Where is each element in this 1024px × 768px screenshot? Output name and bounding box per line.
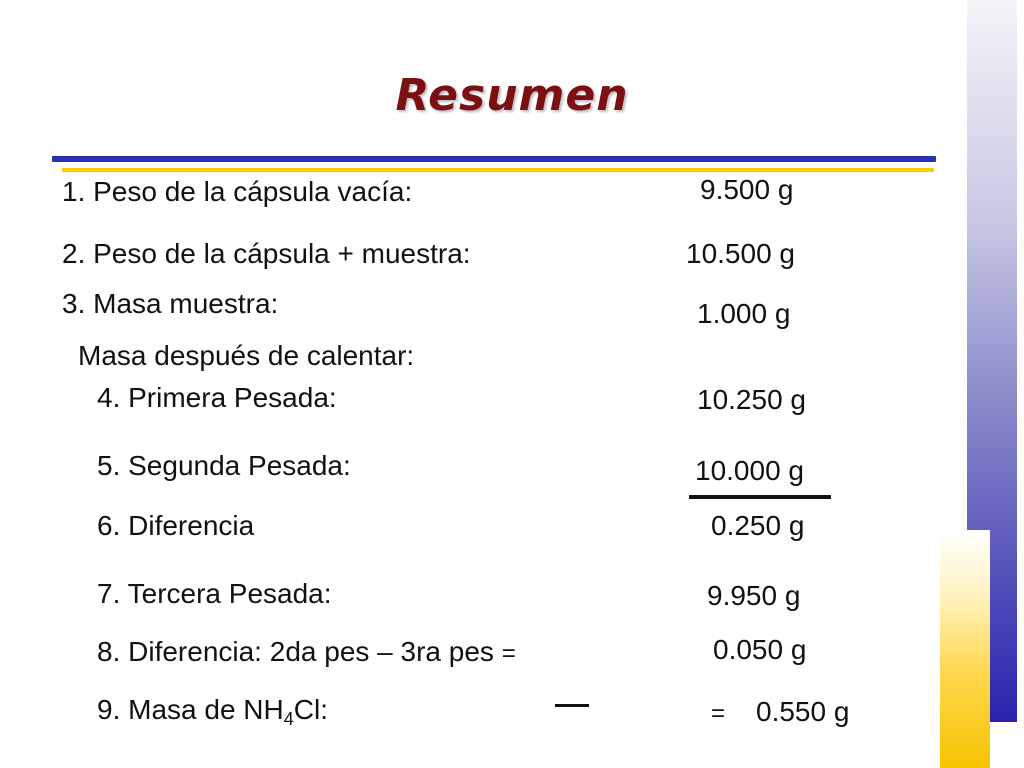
value-capsula-vacia: 9.500 g <box>700 174 794 205</box>
value-tercera-pesada: 9.950 g <box>707 580 801 611</box>
value-masa-nh4cl: 0.550 g <box>756 696 850 727</box>
value-segunda-pesada: 10.000 g <box>695 455 804 486</box>
label-capsula-vacia: 1. Peso de la cápsula vacía: <box>62 176 413 207</box>
title-rule-gold <box>62 168 934 172</box>
value-diferencia-pesadas: 0.050 g <box>713 634 807 665</box>
label-tercera-pesada: 7. Tercera Pesada: <box>97 578 332 609</box>
label-diferencia-pesadas <box>97 636 516 668</box>
value-capsula-muestra: 10.500 g <box>686 238 795 269</box>
title-rule-blue <box>52 156 936 162</box>
equals-sign-8: = <box>501 640 516 667</box>
label-diferencia-pesadas-text: 8. Diferencia: 2da pes – 3ra pes <box>97 636 494 667</box>
label-primera-pesada: 4. Primera Pesada: <box>97 382 337 413</box>
equals-sign-9: = <box>711 700 726 727</box>
label-capsula-muestra: 2. Peso de la cápsula + muestra: <box>62 238 471 269</box>
label-diferencia: 6. Diferencia <box>97 510 255 541</box>
label-masa-nh4cl-subscript: 4 <box>283 709 294 729</box>
subtraction-line <box>689 495 831 499</box>
label-masa-nh4cl <box>97 694 328 730</box>
value-masa-muestra: 1.000 g <box>697 298 791 329</box>
value-diferencia: 0.250 g <box>711 510 805 541</box>
side-gold-bar <box>940 530 990 768</box>
heading-masa-despues: Masa después de calentar: <box>78 340 415 371</box>
slide-title: Resumen <box>395 70 629 121</box>
label-masa-muestra: 3. Masa muestra: <box>62 288 279 319</box>
label-masa-nh4cl-prefix: 9. Masa de NH <box>97 694 284 725</box>
label-masa-nh4cl-suffix: Cl: <box>293 694 328 725</box>
value-primera-pesada: 10.250 g <box>697 384 806 415</box>
minus-sign-dash <box>555 704 589 707</box>
label-segunda-pesada: 5. Segunda Pesada: <box>97 450 351 481</box>
